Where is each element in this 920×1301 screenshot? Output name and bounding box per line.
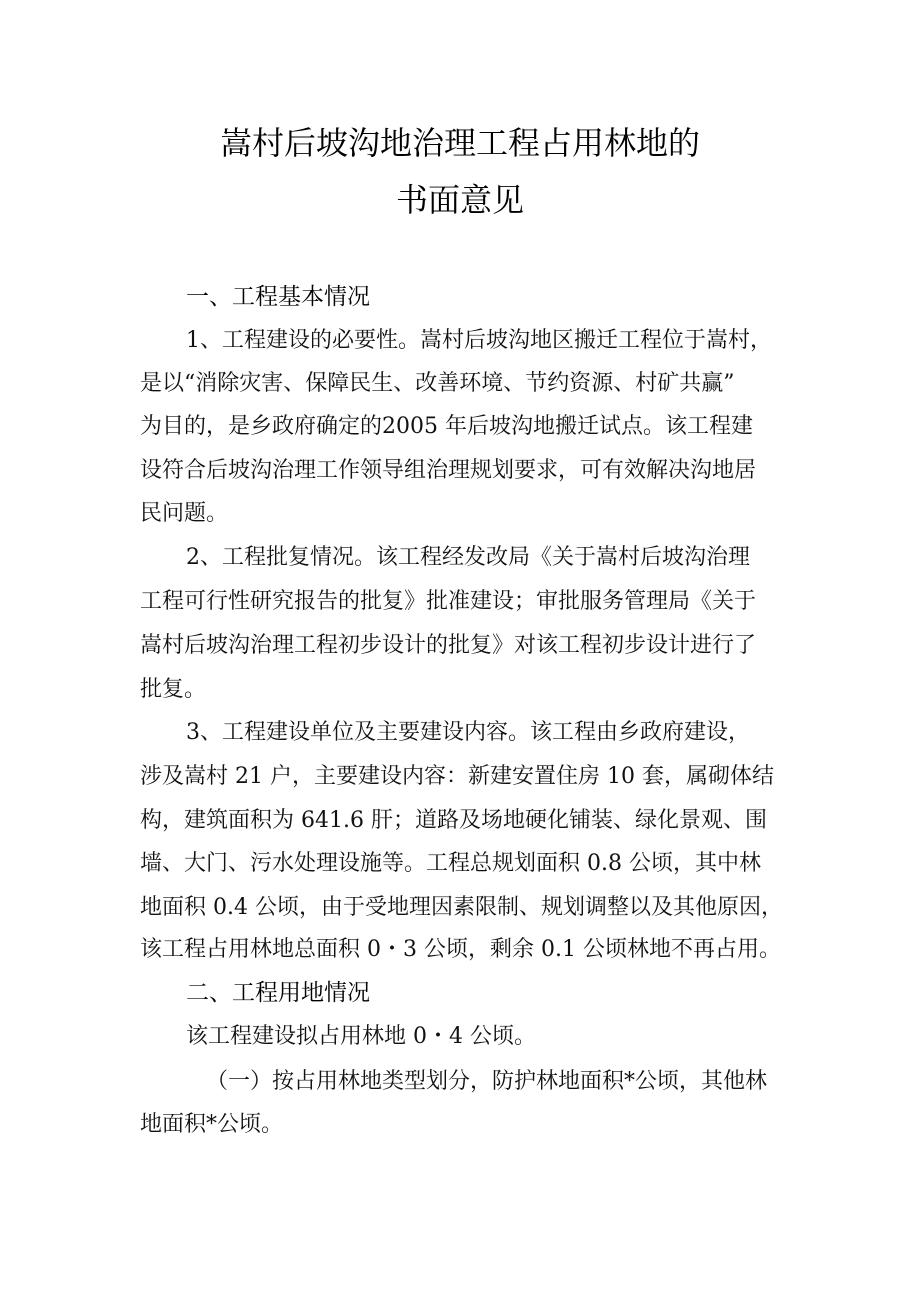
section-1-para-3-line: 构，建筑面积为 641.6 肝；道路及场地硬化铺装、绿化景观、围	[140, 808, 767, 833]
document-title-line-2: 书面意见	[395, 181, 524, 219]
section-1-para-3-line: 3、工程建设单位及主要建设内容。该工程由乡政府建设，	[186, 720, 750, 745]
section-1-para-2-line: 工程可行性研究报告的批复》批准建设；审批服务管理局《关于	[140, 589, 757, 614]
section-1-para-3-line: 墙、大门、污水处理设施等。工程总规划面积 0.8 公顷，其中林	[140, 851, 761, 876]
section-2-para-1: 该工程建设拟占用林地 0・4 公顷。	[186, 1024, 536, 1049]
section-1-heading: 一、工程基本情况	[186, 284, 370, 310]
section-1-para-1-line: 是以“消除灾害、保障民生、改善环境、节约资源、村矿共赢”	[140, 371, 735, 396]
section-1-para-1-line: 1、工程建设的必要性。嵩村后坡沟地区搬迁工程位于嵩村，	[186, 328, 772, 353]
section-1-para-1-line: 设符合后坡沟治理工作领导组治理规划要求，可有效解决沟地居	[140, 458, 757, 483]
section-2-heading: 二、工程用地情况	[186, 980, 370, 1006]
section-1-para-1-line: 为目的，是乡政府确定的2005 年后坡沟地搬迁试点。该工程建	[140, 414, 753, 439]
section-2-para-2-line: 地面积*公顷。	[140, 1112, 284, 1137]
section-1-para-1-line: 民问题。	[140, 501, 229, 526]
section-1-para-3-line: 该工程占用林地总面积 0・3 公顷，剩余 0.1 公顷林地不再占用。	[140, 937, 781, 962]
section-1-para-3-line: 涉及嵩村 21 户，主要建设内容：新建安置住房 10 套，属砌体结	[140, 764, 774, 789]
section-1-para-3-line: 地面积 0.4 公顷，由于受地理因素限制、规划调整以及其他原因，	[140, 895, 783, 920]
document-title-line-1: 嵩村后坡沟地治理工程占用林地的	[219, 124, 700, 162]
section-2-para-2-line: （一）按占用林地类型划分，防护林地面积*公顷，其他林	[206, 1069, 768, 1094]
section-1-para-2-line: 2、工程批复情况。该工程经发改局《关于嵩村后坡沟治理	[186, 545, 750, 570]
section-1-para-2-line: 批复。	[140, 677, 207, 702]
section-1-para-2-line: 嵩村后坡沟治理工程初步设计的批复》对该工程初步设计进行了	[140, 633, 757, 658]
